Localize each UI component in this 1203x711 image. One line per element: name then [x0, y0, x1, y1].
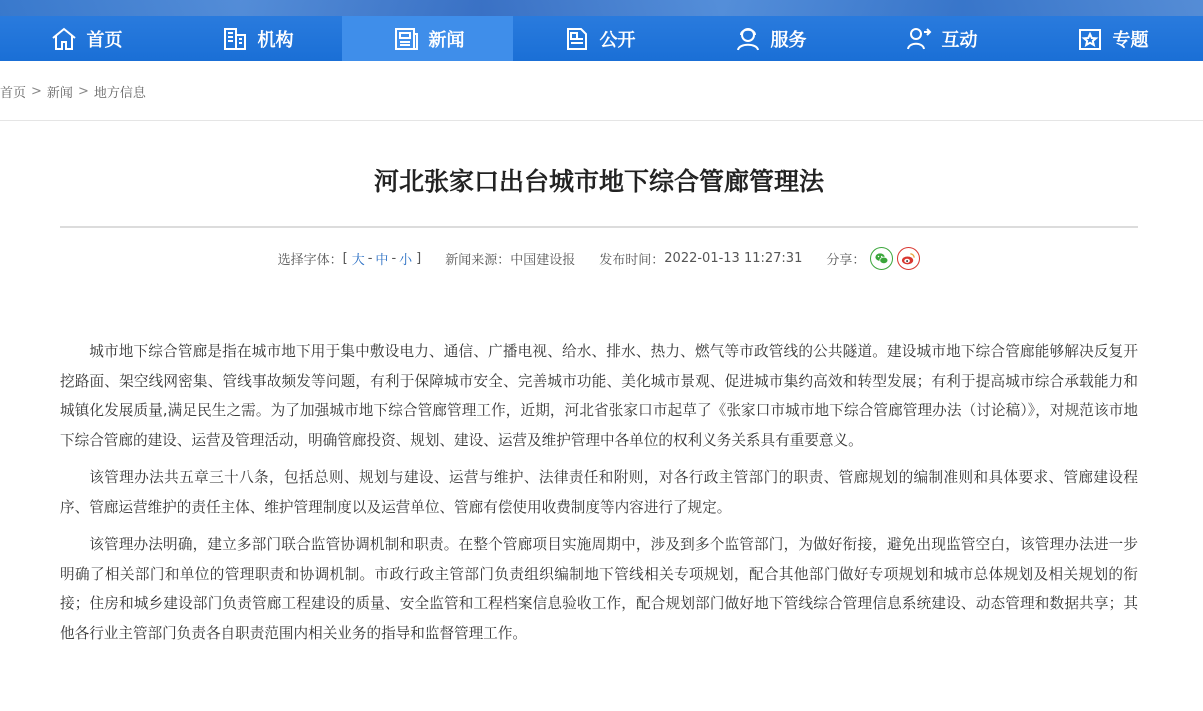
share-wechat-button[interactable] — [870, 247, 893, 270]
nav-item-organization[interactable] — [171, 16, 342, 61]
nav-label: 互动 — [941, 29, 978, 51]
article-title: 河北张家口出台城市地下综合管廊管理法 — [373, 167, 824, 196]
font-size-large-button[interactable]: 大 — [351, 252, 365, 268]
nav-label: 公开 — [599, 29, 636, 51]
article-paragraph: 该管理办法明确，建立多部门联合监管协调机制和职责。在整个管廊项目实施周期中，涉及到多个监管部门，为做好衔接，避免出现监管空白，该管理办法进一步明确了相关部门和单位的管理职责和协调机制。市政行政主管部门负责组织编制地下管线相关专项规划，配合其他部门做好专项规划和城市总体规划及相关规划的衔接；住房和城乡建设部门负责管廊工程建设的质量、安全监管和工程档案信息验收工作，配合规划部门做好地下管线综合管理信息系统建设、动态管理和数据共享；其他各行业主管部门负责各自职责范围内相关业务的指导和监督管理工作。 — [60, 536, 1138, 642]
star-frame-icon — [1075, 24, 1105, 54]
weibo-icon — [901, 251, 916, 266]
font-size-small-button[interactable]: 小 — [399, 252, 413, 268]
breadcrumb-separator: > — [31, 83, 42, 99]
nav-item-service[interactable] — [684, 16, 855, 61]
divider — [0, 120, 1203, 121]
publish-time-value: 2022-01-13 11:27:31 — [664, 250, 803, 266]
nav-label: 首页 — [86, 29, 123, 51]
nav-label: 新闻 — [428, 29, 465, 51]
share-label: 分享： — [826, 252, 866, 268]
nav-label: 机构 — [257, 29, 294, 51]
source-value: 中国建设报 — [510, 252, 576, 268]
banner-image-strip — [0, 0, 1203, 16]
article-meta — [60, 245, 1138, 271]
article-paragraph: 该管理办法共五章三十八条，包括总则、规划与建设、运营与维护、法律责任和附则，对各行政主管部门的职责、管廊规划的编制准则和具体要求、管廊建设程序、管廊运营维护的责任主体、维护管理制度以及运营单位、管廊有偿使用收费制度等内容进行了规定。 — [60, 469, 1138, 516]
nav-item-interaction[interactable] — [855, 16, 1026, 61]
bracket-close: ] — [416, 250, 422, 266]
service-person-icon — [733, 24, 763, 54]
breadcrumb — [0, 82, 146, 100]
top-navigation-bar — [0, 0, 1203, 61]
title-divider — [60, 226, 1138, 228]
breadcrumb-local-info[interactable]: 地方信息 — [93, 85, 146, 101]
breadcrumb-separator: > — [77, 83, 89, 99]
separator: - — [391, 250, 397, 266]
newspaper-icon — [391, 24, 421, 54]
breadcrumb-home[interactable]: 首页 — [0, 85, 27, 101]
nav-item-topics[interactable] — [1026, 16, 1197, 61]
nav-item-public[interactable] — [513, 16, 684, 61]
document-icon — [562, 24, 592, 54]
article-body — [60, 337, 1138, 656]
nav-label: 专题 — [1112, 29, 1149, 51]
font-size-label: 选择字体： — [277, 252, 343, 268]
nav-label: 服务 — [770, 29, 807, 51]
bracket-open: [ — [342, 250, 348, 266]
nav-item-home[interactable] — [0, 16, 171, 61]
article-paragraph: 城市地下综合管廊是指在城市地下用于集中敷设电力、通信、广播电视、给水、排水、热力、燃气等市政管线的公共隧道。建设城市地下综合管廊能够解决反复开挖路面、架空线网密集、管线事故频发等问题，有利于保障城市安全、完善城市功能、美化城市景观、促进城市集约高效和转型发展；有利于提高城市综合承载能力和城镇化发展质量,满足民生之需。为了加强城市地下综合管廊管理工作，近期，河北省张家口市起草了《张家口市城市地下综合管廊管理办法（讨论稿）》，对规范该市地下综合管廊的建设、运营及管理活动，明确管廊投资、规划、建设、运营及维护管理中各单位的权利义务关系具有重要意义。 — [60, 343, 1138, 449]
publish-time-label: 发布时间： — [599, 252, 665, 268]
wechat-icon — [874, 251, 889, 266]
share-weibo-button[interactable] — [897, 247, 920, 270]
building-icon — [220, 24, 250, 54]
nav-item-news[interactable] — [342, 16, 513, 61]
font-size-medium-button[interactable]: 中 — [375, 252, 389, 268]
interaction-icon — [904, 24, 934, 54]
home-icon — [49, 24, 79, 54]
separator: - — [367, 250, 373, 266]
breadcrumb-news[interactable]: 新闻 — [46, 85, 73, 101]
source-label: 新闻来源： — [445, 252, 511, 268]
main-nav — [0, 16, 1203, 61]
